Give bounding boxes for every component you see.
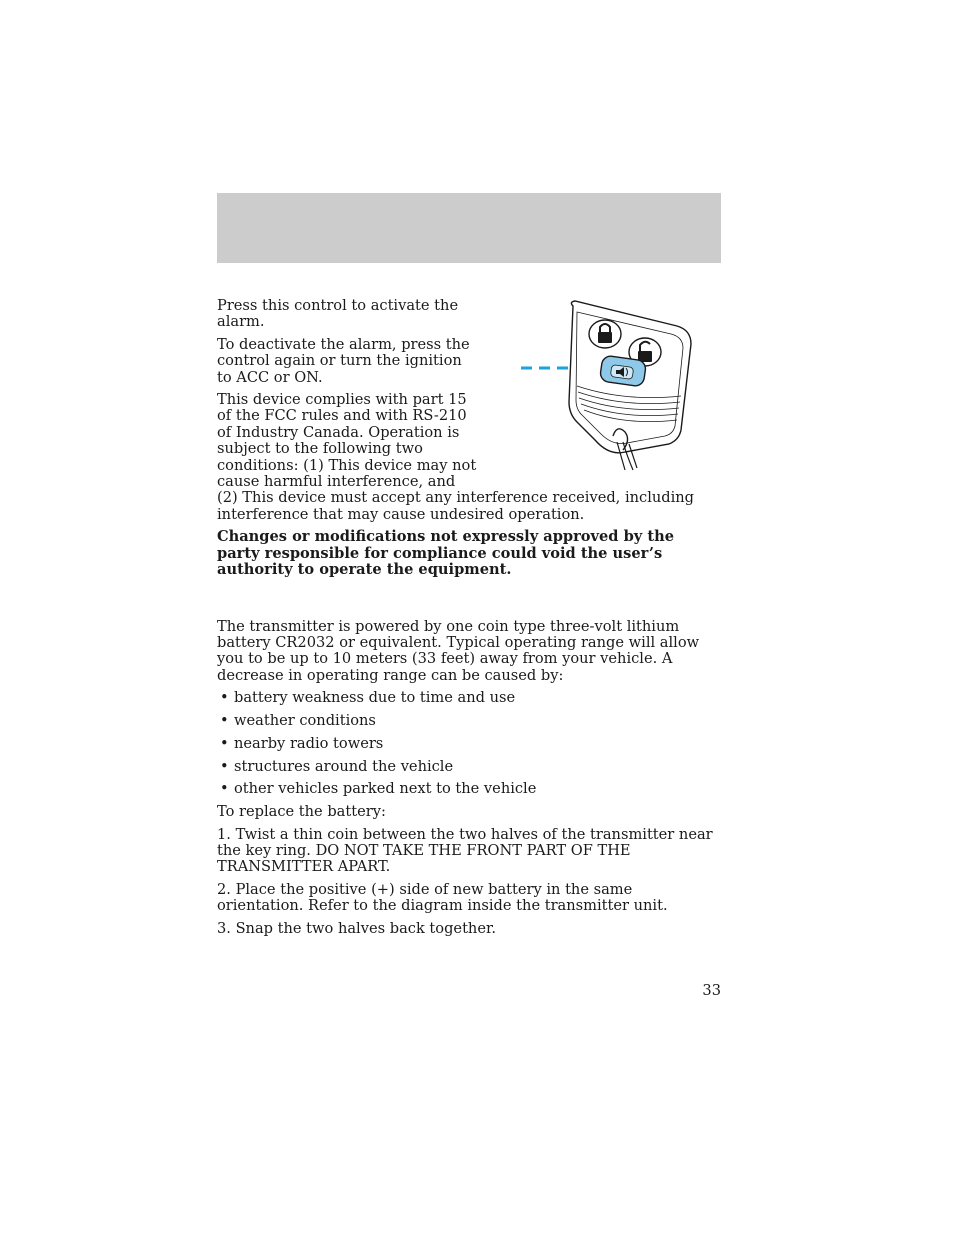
lock-icon xyxy=(589,320,621,348)
page-content xyxy=(217,298,721,943)
replace-step-2: 2. Place the positive (+) side of new battery in the same orientation. Refer to the diagram inside the transmitter unit. xyxy=(217,880,668,915)
keyless-remote-illustration xyxy=(485,300,725,476)
panic-alarm-icon xyxy=(599,355,646,387)
alarm-activate-text: Press this control to activate the alarm. xyxy=(217,297,459,331)
replace-battery-intro: To replace the battery: xyxy=(217,803,386,821)
list-item: • other vehicles parked next to the vehicle xyxy=(217,781,721,797)
modification-warning: Changes or modifications not expressly approved by the party responsible for compliance could void the user’s authority to operate the equipment. xyxy=(217,528,674,579)
alarm-deactivate-text: To deactivate the alarm, press the control again or turn the ignition to ACC or ON. xyxy=(217,335,470,386)
battery-description: The transmitter is powered by one coin type three-volt lithium battery CR2032 or equivalent. Typical operating range will allow you to be up to 10 meters (33 feet) away from your vehicle. A decrease in operating range can be caused by: xyxy=(217,617,700,684)
fcc-compliance-text: This device complies with part 15 of the FCC rules and with RS-210 of Industry Canada. Operation is subject to the following two conditions: (1) This device may not cause harmful interference, and (2) This device must accept any interference received, including interference that may cause undesired operation. xyxy=(217,391,695,523)
page-number: 33 xyxy=(702,982,721,999)
list-item: • weather conditions xyxy=(217,713,721,729)
replace-step-1: 1. Twist a thin coin between the two halves of the transmitter near the key ring. DO NOT TAKE THE FRONT PART OF THE TRANSMITTER APART. xyxy=(217,825,713,876)
list-item: • structures around the vehicle xyxy=(217,759,721,775)
list-item: • nearby radio towers xyxy=(217,736,721,752)
section-header-band xyxy=(217,193,721,263)
list-item: • battery weakness due to time and use xyxy=(217,690,721,706)
range-decrease-causes xyxy=(217,690,721,798)
replace-step-3: 3. Snap the two halves back together. xyxy=(217,919,496,937)
